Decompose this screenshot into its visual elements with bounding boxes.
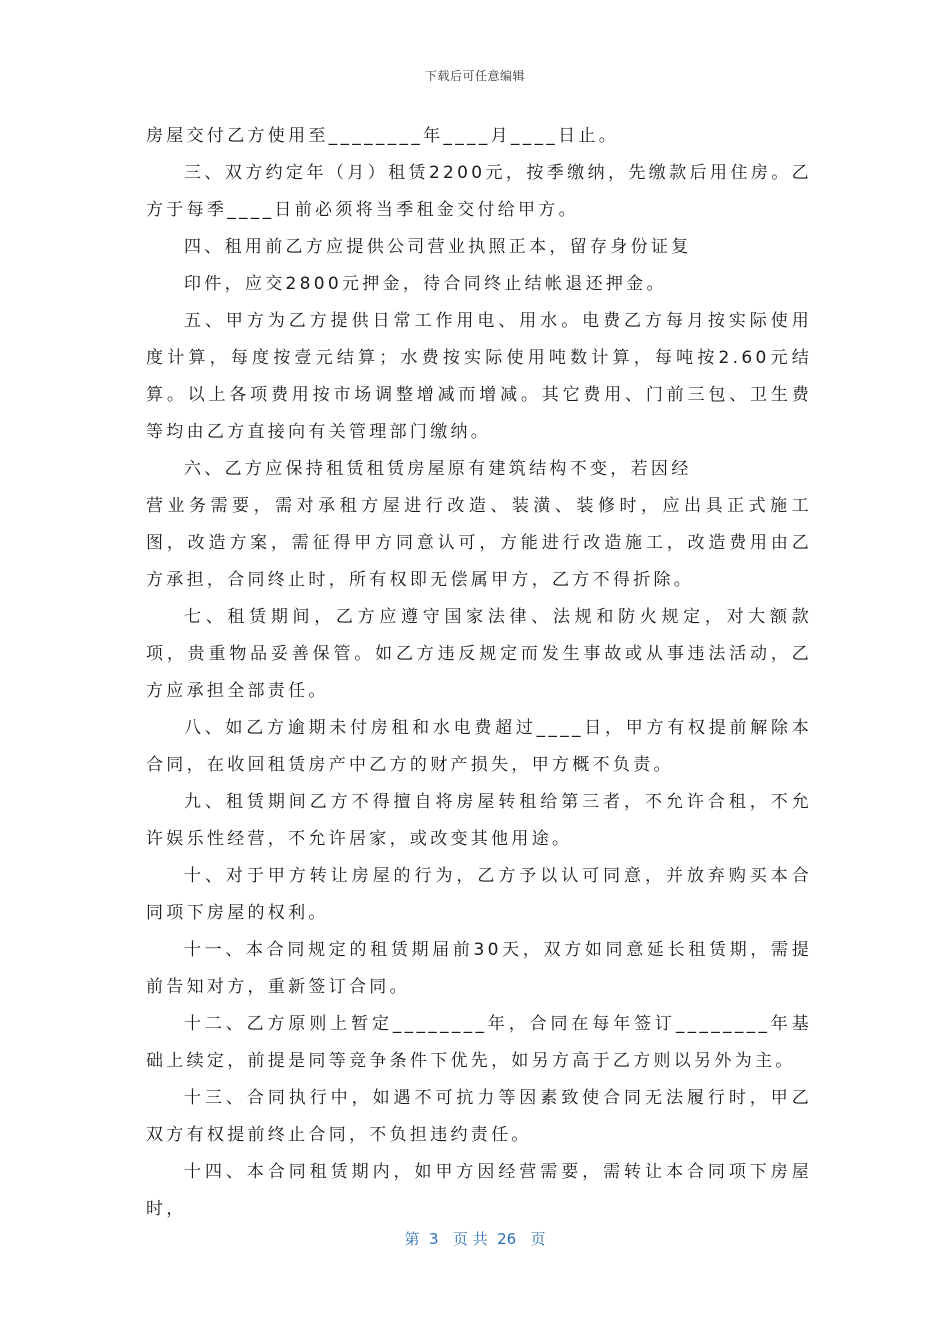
paragraph: 五、甲方为乙方提供日常工作用电、用水。电费乙方每月按实际使用度计算，每度按壹元结算；水费按实际使用吨数计算，每吨按2.60元结算。以上各项费用按市场调整增减而增减。其它费用、门前三包、卫生费等均由乙方直接向有关管理部门缴纳。 xyxy=(146,311,812,442)
paragraph: 四、租用前乙方应提供公司营业执照正本，留存身份证复 xyxy=(184,237,692,257)
paragraph: 六、乙方应保持租赁租赁房屋原有建筑结构不变，若因经 xyxy=(184,459,692,479)
paragraph: 十二、乙方原则上暂定________年，合同在每年签订________年基础上续定，前提是同等竞争条件下优先，如另方高于乙方则以另外为主。 xyxy=(146,1014,812,1071)
page-header-note: 下载后可任意编辑 xyxy=(424,69,525,83)
paragraph: 三、双方约定年（月）租赁2200元，按季缴纳，先缴款后用住房。乙方于每季____日前必须将当季租金交付给甲方。 xyxy=(146,163,812,220)
paragraph: 八、如乙方逾期未付房租和水电费超过____日，甲方有权提前解除本合同，在收回租赁房产中乙方的财产损失，甲方概不负责。 xyxy=(146,718,812,775)
paragraph: 十三、合同执行中，如遇不可抗力等因素致使合同无法履行时，甲乙双方有权提前终止合同，不负担违约责任。 xyxy=(146,1088,812,1145)
document-body xyxy=(146,118,812,1228)
paragraph: 营业务需要，需对承租方屋进行改造、装潢、装修时，应出具正式施工图，改造方案，需征得甲方同意认可，方能进行改造施工，改造费用由乙方承担，合同终止时，所有权即无偿属甲方，乙方不得折除。 xyxy=(146,496,812,590)
paragraph: 房屋交付乙方使用至________年____月____日止。 xyxy=(146,126,619,146)
paragraph: 十、对于甲方转让房屋的行为，乙方予以认可同意，并放弃购买本合同项下房屋的权利。 xyxy=(146,866,812,923)
paragraph: 印件，应交2800元押金，待合同终止结帐退还押金。 xyxy=(184,274,667,294)
paragraph: 十一、本合同规定的租赁期届前30天，双方如同意延长租赁期，需提前告知对方，重新签订合同。 xyxy=(146,940,812,997)
paragraph: 九、租赁期间乙方不得擅自将房屋转租给第三者，不允许合租，不允许娱乐性经营，不允许居家，或改变其他用途。 xyxy=(146,792,812,849)
paragraph: 十四、本合同租赁期内，如甲方因经营需要，需转让本合同项下房屋时， xyxy=(146,1162,812,1219)
paragraph: 七、租赁期间，乙方应遵守国家法律、法规和防火规定，对大额款项，贵重物品妥善保管。如乙方违反规定而发生事故或从事违法活动，乙方应承担全部责任。 xyxy=(146,607,812,701)
page-number-footer: 第 3 页 共 26 页 xyxy=(404,1230,546,1248)
